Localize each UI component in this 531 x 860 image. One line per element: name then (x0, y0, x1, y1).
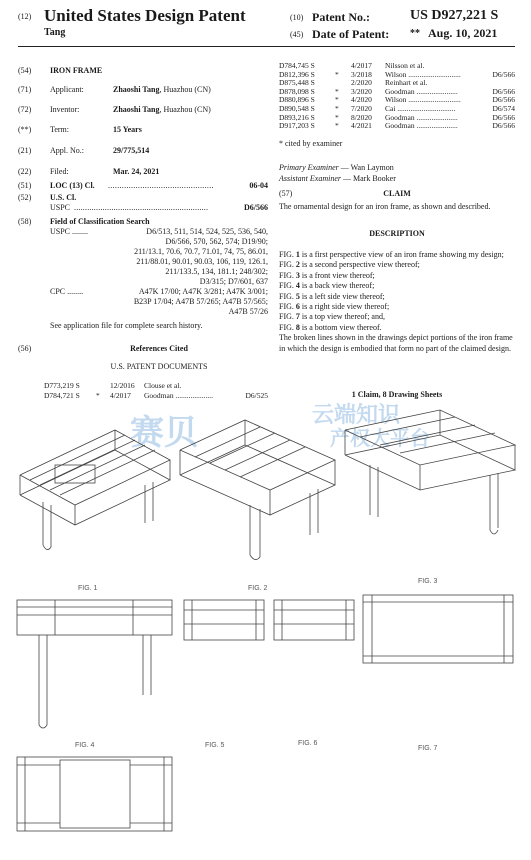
ref-date: 4/2021 (351, 121, 372, 131)
filed-date: Mar. 24, 2021 (113, 167, 160, 176)
fig-desc (279, 250, 515, 260)
fig-number: 8 (295, 322, 300, 332)
patent-type-title: United States Design Patent (44, 6, 246, 25)
fig-number: 2 (295, 260, 300, 270)
code: (54) (18, 66, 32, 75)
cpc-line: A47B 57/26 (228, 307, 268, 316)
applicant (113, 85, 211, 95)
fig-text: is a top view thereof; and, (299, 312, 385, 322)
fig-text: is a back view thereof; (299, 281, 375, 291)
ref-name: Goodman ...................... (385, 112, 458, 122)
leader-dots: .............................................. (108, 181, 214, 190)
ref-class: D6/566 (492, 69, 515, 79)
ref-star: * (335, 103, 339, 113)
code: (56) (18, 344, 32, 353)
description-title: DESCRIPTION (369, 229, 425, 238)
reference-row (279, 121, 515, 130)
code-12: (12) (18, 12, 32, 21)
ref-star: * (335, 121, 339, 131)
field-58 (18, 217, 268, 342)
cpc-line: A47K 17/00; A47K 3/281; A47K 3/001; (138, 287, 268, 296)
field-21 (18, 146, 268, 158)
fig-desc (279, 292, 515, 302)
ref-number: D893,216 S (279, 112, 315, 122)
uspc-line: D6/513, 511, 514, 524, 525, 536, 540, (146, 227, 268, 236)
patent-number: US D927,221 S (410, 8, 499, 23)
code: (71) (18, 85, 32, 94)
us-patent-docs-title: U.S. PATENT DOCUMENTS (110, 362, 208, 371)
ref-number: D784,745 S (279, 61, 315, 70)
reference-row (279, 78, 515, 87)
fig-prefix: FIG. (279, 260, 296, 270)
reference-row (279, 104, 515, 113)
claim-header (279, 189, 515, 201)
us-class: D6/566 (244, 203, 268, 212)
ref-date: 4/2020 (351, 95, 372, 105)
examiners (279, 162, 396, 184)
fig-prefix: FIG. (279, 281, 296, 291)
fig-prefix: FIG. (279, 270, 296, 280)
code-45: (45) (290, 30, 304, 39)
fig4-label: FIG. 4 (75, 742, 95, 749)
code: (57) (279, 189, 293, 198)
reference-row (279, 87, 515, 96)
fig-desc (279, 312, 515, 322)
ref-date: 3/2020 (351, 86, 372, 96)
uspc-label: USPC ........ (50, 227, 89, 236)
ref-number: D878,098 S (279, 86, 315, 96)
fig1-label: FIG. 1 (78, 585, 98, 592)
uspc-line: D3/315; D7/601, 637 (199, 277, 268, 286)
ref-number: D875,448 S (279, 78, 315, 88)
applicant-name: Zhaoshi Tang (113, 85, 160, 94)
ref-name: Nilsson et al. (385, 61, 425, 70)
fig6-drawing (272, 598, 357, 648)
label: LOC (13) Cl. (50, 181, 95, 190)
assistant-examiner (279, 173, 396, 184)
label: Filed: (50, 167, 69, 176)
claims-summary: 1 Claim, 8 Drawing Sheets (351, 390, 443, 399)
ref-class: D6/566 (492, 95, 515, 105)
value: — Wan Laymon (338, 163, 394, 172)
fig1-drawing (15, 405, 175, 575)
ref-date: 7/2020 (351, 103, 372, 113)
ref-star: * (335, 69, 339, 79)
code: (58) (18, 217, 32, 226)
primary-examiner (279, 162, 396, 173)
ref-number: D784,721 S (44, 391, 80, 400)
fig2-label: FIG. 2 (248, 585, 268, 592)
watermark-text-2: 产权大平台 (330, 428, 430, 450)
ref-class: D6/566 (492, 112, 515, 122)
fig-number: 7 (295, 312, 300, 322)
fig-number: 5 (295, 291, 300, 301)
label: Field of Classification Search (50, 217, 150, 226)
ref-number: D812,396 S (279, 69, 315, 79)
code: (21) (18, 146, 32, 155)
term-value: 15 Years (113, 125, 142, 134)
fig-desc (279, 260, 515, 270)
fig7-drawing (360, 590, 520, 670)
code: (52) (18, 193, 32, 202)
fig-prefix: FIG. (279, 302, 296, 312)
broken-lines-note: The broken lines shown in the drawings depict portions of the iron frame in which the design is embodied that form no part of the claimed design. (279, 333, 513, 353)
ref-class: D6/566 (492, 86, 515, 96)
code: (22) (18, 167, 32, 176)
fig-desc (279, 281, 515, 291)
reference-row (279, 70, 515, 79)
cited-note: * cited by examiner (279, 139, 343, 148)
ref-date: 3/2018 (351, 69, 372, 79)
search-history-note: See application file for complete search history. (50, 321, 203, 330)
ref-name: Clouse et al. (144, 381, 182, 390)
ref-class: D6/566 (492, 121, 515, 131)
fig3-drawing (340, 405, 520, 575)
claim-title: CLAIM (383, 189, 411, 198)
fig7-label: FIG. 7 (418, 745, 438, 752)
fig5-drawing (182, 598, 267, 648)
ref-star: * (335, 112, 339, 122)
code: (72) (18, 105, 32, 114)
field-56 (18, 344, 268, 374)
label: Inventor: (50, 105, 80, 114)
label: Assistant Examiner (279, 174, 341, 183)
uspc-list (134, 227, 268, 287)
reference-row (44, 381, 268, 391)
watermark-logo: 赛贝 (130, 414, 198, 452)
fig6-label: FIG. 6 (298, 740, 318, 747)
ref-name: Goodman ...................... (385, 86, 458, 96)
label: Applicant: (50, 85, 84, 94)
value: — Mark Booker (341, 174, 396, 183)
reference-row (44, 391, 268, 401)
appl-number: 29/775,514 (113, 146, 150, 155)
field-54 (18, 66, 268, 78)
ref-star: * (335, 86, 339, 96)
fig-text: is a second perspective view thereof; (299, 260, 420, 270)
sub-label: USPC (50, 203, 71, 212)
ref-star: * (96, 391, 100, 400)
fig-text: is a bottom view thereof. (299, 322, 382, 332)
reference-row (279, 113, 515, 122)
fig5-label: FIG. 5 (205, 742, 225, 749)
cpc-label: CPC ........ (50, 287, 84, 296)
cpc-line: B23P 17/04; A47B 57/265; A47B 57/565; (133, 297, 268, 306)
fig-text: is a right side view thereof; (299, 302, 390, 312)
field-52 (18, 193, 268, 217)
field-term (18, 125, 268, 137)
ref-class: D6/525 (245, 391, 268, 400)
uspc-line: 211/133.5, 134, 181.1; 248/302; (165, 267, 268, 276)
label: Term: (50, 125, 69, 134)
fig-desc (279, 302, 515, 312)
fig-desc (279, 323, 515, 333)
ref-date: 12/2016 (110, 381, 135, 390)
ref-number: D890,548 S (279, 103, 315, 113)
fig2-drawing (175, 405, 340, 575)
uspc-line: 211/88.01, 90.01, 90.03, 106, 119, 126.1, (136, 257, 268, 266)
date-label: Date of Patent: (312, 27, 390, 41)
fig4-drawing (15, 595, 175, 735)
ref-date: 8/2020 (351, 112, 372, 122)
field-22 (18, 167, 268, 179)
fig-text: is a first perspective view of an iron frame showing my design; (299, 250, 504, 259)
uspc-line: 211/13.1, 70.6, 70.7, 71.01, 74, 75, 86.01, (134, 247, 268, 256)
ref-name: Cai ............................... (385, 103, 456, 113)
fig-text: is a front view thereof; (299, 270, 375, 280)
claim-text: The ornamental design for an iron frame, as shown and described. (279, 202, 491, 211)
label: Appl. No.: (50, 146, 84, 155)
cpc-list (134, 287, 268, 317)
ref-name: Reinhart et al. (385, 78, 428, 88)
reference-row (279, 95, 515, 104)
description-body (279, 250, 515, 354)
fig-number: 6 (295, 302, 300, 312)
ref-number: D880,896 S (279, 95, 315, 105)
applicant-place: , Huazhou (CN) (159, 85, 211, 94)
ref-date: 4/2017 (351, 61, 372, 70)
fig-number: 4 (295, 281, 300, 291)
header-rule (18, 46, 515, 47)
patent-no-label: Patent No.: (312, 10, 370, 24)
fig-prefix: FIG. (279, 250, 296, 259)
inventor (113, 105, 211, 115)
watermark-text-1: 云端知识 (312, 402, 401, 427)
uspc-line: D6/566, 570, 562, 574; D19/90; (165, 237, 268, 246)
fig-desc (279, 271, 515, 281)
ref-date: 2/2020 (351, 78, 372, 88)
patent-date: Aug. 10, 2021 (428, 26, 498, 40)
ref-name: Goodman ...................... (385, 121, 458, 131)
ref-number: D773,219 S (44, 381, 80, 390)
references-right (279, 61, 515, 130)
inventor-place: , Huazhou (CN) (159, 105, 211, 114)
ref-class: D6/574 (492, 103, 515, 113)
field-72 (18, 105, 268, 117)
reference-row (279, 61, 515, 70)
fig-prefix: FIG. (279, 291, 296, 301)
label: U.S. Cl. (50, 193, 77, 202)
fig3-label: FIG. 3 (418, 578, 438, 585)
code: (51) (18, 181, 32, 190)
ref-name: Wilson ............................ (385, 69, 461, 79)
fig-number: 3 (295, 270, 300, 280)
field-71 (18, 85, 268, 97)
ref-name: Wilson ............................ (385, 95, 461, 105)
design-title: IRON FRAME (50, 66, 103, 75)
fig8-drawing (15, 755, 175, 835)
inventor-name: Zhaoshi Tang (113, 105, 160, 114)
ref-name: Goodman .................... (144, 391, 213, 400)
fig-prefix: FIG. (279, 312, 296, 322)
references-left (44, 381, 268, 401)
label: Primary Examiner (279, 163, 339, 172)
fig-number: 1 (295, 250, 300, 259)
loc-class: 06-04 (249, 181, 268, 190)
code-10: (10) (290, 13, 304, 22)
code: (**) (18, 125, 32, 134)
inventor-short: Tang (44, 27, 66, 38)
ref-number: D917,203 S (279, 121, 315, 131)
fig-prefix: FIG. (279, 322, 296, 332)
date-mark: ** (410, 28, 420, 39)
fig-text: is a left side view thereof; (299, 291, 385, 301)
ref-date: 4/2017 (110, 391, 131, 400)
references-title: References Cited (130, 344, 188, 353)
leader-dots: ............................................................. (74, 203, 209, 212)
field-51 (18, 181, 268, 193)
ref-star: * (335, 95, 339, 105)
